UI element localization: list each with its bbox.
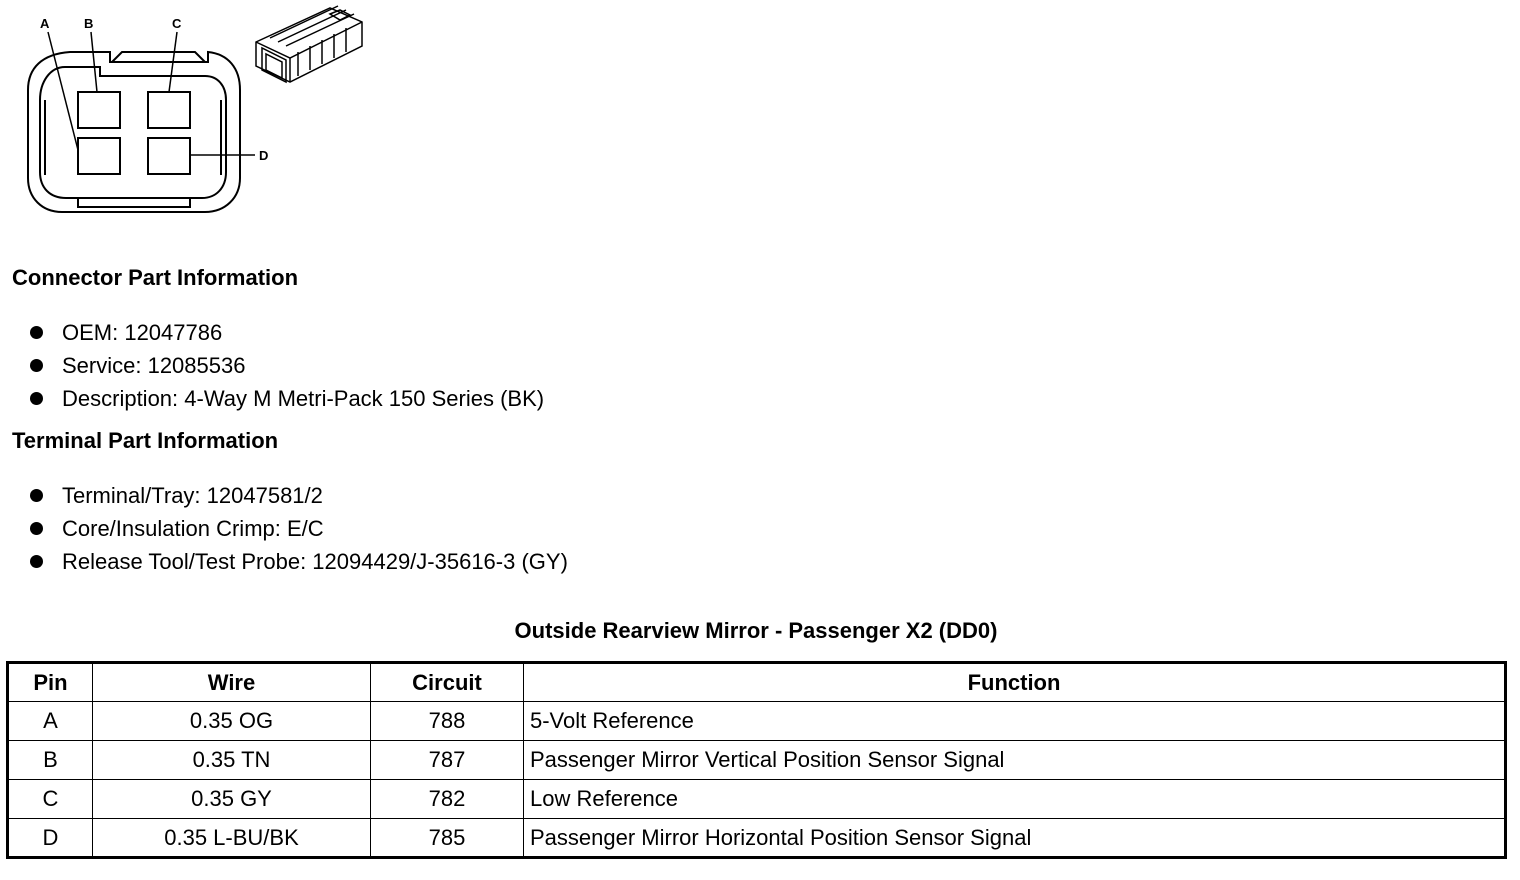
cell-wire: 0.35 L-BU/BK — [93, 819, 371, 858]
connector-key — [78, 198, 190, 207]
list-item: Core/Insulation Crimp: E/C — [30, 512, 568, 545]
header-pin: Pin — [8, 663, 93, 702]
cell-pin: A — [8, 702, 93, 741]
connector-diagram — [0, 0, 380, 225]
header-circuit: Circuit — [371, 663, 524, 702]
bullet-icon — [30, 359, 43, 372]
cell-circuit: 785 — [371, 819, 524, 858]
cell-function: Low Reference — [524, 780, 1506, 819]
terminal-info-heading: Terminal Part Information — [12, 428, 279, 453]
connector-3d-sketch — [256, 6, 362, 82]
leader-a — [48, 32, 78, 150]
cell-function: 5-Volt Reference — [524, 702, 1506, 741]
table-row — [8, 780, 1506, 819]
cell-function: Passenger Mirror Horizontal Position Sensor Signal — [524, 819, 1506, 858]
cavity-c — [148, 92, 190, 128]
table-title: Outside Rearview Mirror - Passenger X2 (DD0) — [514, 618, 998, 643]
table-row — [8, 741, 1506, 780]
connector-info-heading: Connector Part Information — [12, 265, 299, 290]
table-header-row — [8, 663, 1506, 702]
connector-inner-shell — [40, 67, 226, 198]
pin-label-d: D — [259, 148, 269, 163]
bullet-icon — [30, 489, 43, 502]
pin-table — [6, 661, 1507, 859]
cell-circuit: 787 — [371, 741, 524, 780]
list-item: Terminal/Tray: 12047581/2 — [30, 479, 568, 512]
cell-wire: 0.35 OG — [93, 702, 371, 741]
pin-label-b: B — [84, 16, 94, 31]
list-item: Service: 12085536 — [30, 349, 544, 382]
header-wire: Wire — [93, 663, 371, 702]
connector-latch — [112, 52, 205, 62]
bullet-icon — [30, 522, 43, 535]
cell-pin: D — [8, 819, 93, 858]
table-row — [8, 819, 1506, 858]
cell-circuit: 782 — [371, 780, 524, 819]
cavity-a — [78, 138, 120, 174]
cell-wire: 0.35 GY — [93, 780, 371, 819]
cell-function: Passenger Mirror Vertical Position Sensor Signal — [524, 741, 1506, 780]
cell-pin: B — [8, 741, 93, 780]
terminal-info-list — [30, 479, 568, 578]
leader-b — [91, 32, 97, 92]
cell-wire: 0.35 TN — [93, 741, 371, 780]
pin-label-a: A — [40, 16, 50, 31]
pin-label-c: C — [172, 16, 182, 31]
list-item: Release Tool/Test Probe: 12094429/J-35616-3 (GY) — [30, 545, 568, 578]
list-item: OEM: 12047786 — [30, 316, 544, 349]
cell-pin: C — [8, 780, 93, 819]
bullet-icon — [30, 326, 43, 339]
cavity-d — [148, 138, 190, 174]
header-function: Function — [524, 663, 1506, 702]
bullet-icon — [30, 392, 43, 405]
cell-circuit: 788 — [371, 702, 524, 741]
connector-info-list — [30, 316, 544, 415]
table-row — [8, 702, 1506, 741]
list-item: Description: 4-Way M Metri-Pack 150 Series (BK) — [30, 382, 544, 415]
cavity-b — [78, 92, 120, 128]
bullet-icon — [30, 555, 43, 568]
